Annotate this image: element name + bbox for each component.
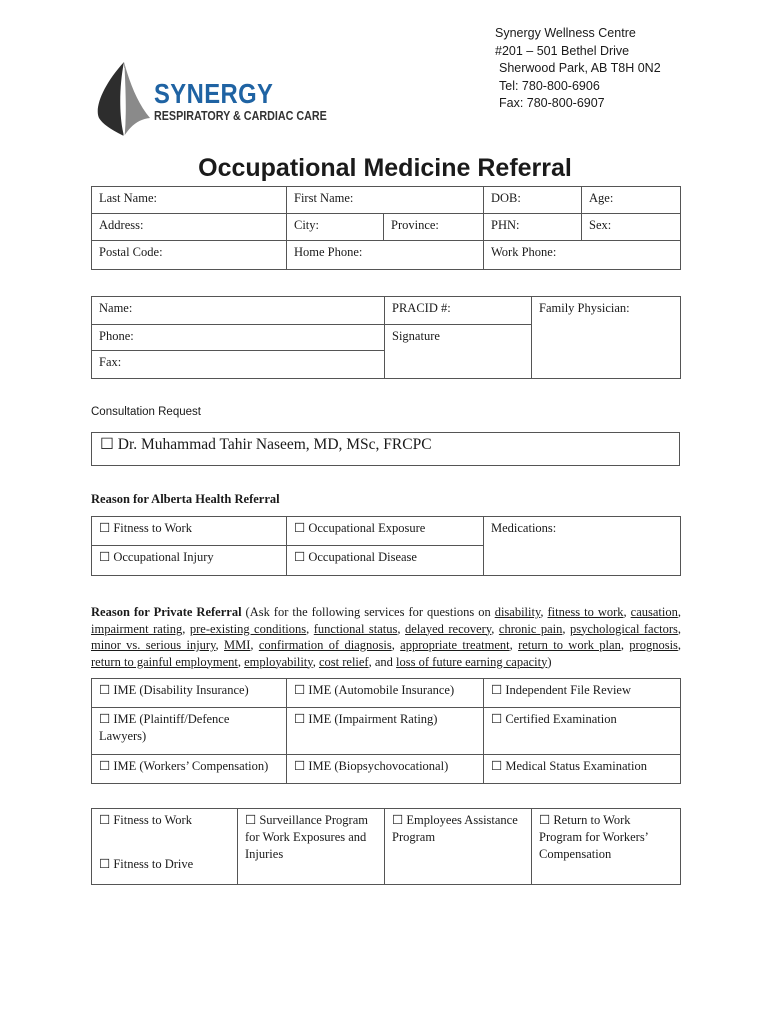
- programs-table: [91, 808, 681, 885]
- ah-occupational-exposure-checkbox[interactable]: ☐ Occupational Exposure: [287, 517, 484, 546]
- service-item: disability: [494, 605, 541, 619]
- service-item: return to gainful employment: [91, 654, 238, 669]
- doctor-checkbox[interactable]: ☐ Dr. Muhammad Tahir Naseem, MD, MSc, FRCPC: [92, 433, 680, 466]
- clinic-city: Sherwood Park, AB T8H 0N2: [499, 61, 661, 75]
- last-name-field[interactable]: Last Name:: [92, 187, 287, 214]
- ime-workers-checkbox[interactable]: ☐ IME (Workers’ Compensation): [92, 755, 287, 784]
- signature-field[interactable]: Signature: [385, 325, 532, 379]
- first-name-field[interactable]: First Name:: [287, 187, 484, 214]
- service-item: confirmation of diagnosis: [258, 638, 392, 652]
- service-item: loss of future earning capacity: [396, 654, 548, 669]
- city-field[interactable]: City:: [287, 214, 384, 241]
- ime-table: [91, 678, 681, 784]
- dob-field[interactable]: DOB:: [484, 187, 582, 214]
- service-item: cost relief: [318, 654, 369, 669]
- alberta-table: [91, 516, 681, 576]
- service-item: appropriate treatment: [400, 638, 510, 652]
- service-item: fitness to work: [547, 605, 624, 619]
- private-referral-text: [91, 604, 681, 670]
- ime-plaintiff-checkbox[interactable]: ☐ IME (Plaintiff/Defence Lawyers): [92, 708, 287, 755]
- prog-fitness-to-drive-checkbox[interactable]: ☐ Fitness to Drive: [99, 857, 194, 871]
- work-phone-field[interactable]: Work Phone:: [484, 241, 681, 270]
- service-item: causation: [630, 605, 678, 619]
- employees-assistance-checkbox[interactable]: ☐ Employees Assistance Program: [385, 809, 532, 885]
- service-list: disability, fitness to work, causation, impairment rating, pre-existing conditions, functional status, delayed recovery, chronic pain, psychological factors, minor vs. serious injury, MMI, confirmation of diagnosis, appropriate treatment, return to work plan, prognosis, return to gainful employment, employability, cost relief, and loss of future earning capacity: [91, 605, 682, 669]
- ime-impairment-checkbox[interactable]: ☐ IME (Impairment Rating): [287, 708, 484, 755]
- fitness-cell: [92, 809, 238, 885]
- service-item: chronic pain: [498, 621, 563, 636]
- service-item: prognosis: [629, 638, 678, 652]
- referrer-phone-field[interactable]: Phone:: [92, 325, 385, 351]
- service-item: pre-existing conditions: [189, 621, 307, 636]
- ime-disability-checkbox[interactable]: ☐ IME (Disability Insurance): [92, 679, 287, 708]
- sex-field[interactable]: Sex:: [582, 214, 681, 241]
- service-item: delayed recovery: [405, 621, 492, 636]
- province-field[interactable]: Province:: [384, 214, 484, 241]
- return-to-work-checkbox[interactable]: ☐ Return to Work Program for Workers’ Compensation: [532, 809, 681, 885]
- certified-exam-checkbox[interactable]: ☐ Certified Examination: [484, 708, 681, 755]
- sail-logo-icon: [94, 62, 154, 136]
- prog-fitness-to-work-checkbox[interactable]: ☐ Fitness to Work: [99, 813, 192, 827]
- private-heading: Reason for Private Referral: [91, 605, 242, 619]
- clinic-name: Synergy Wellness Centre: [495, 26, 636, 40]
- clinic-street: #201 – 501 Bethel Drive: [495, 43, 630, 58]
- service-item: MMI: [224, 638, 251, 652]
- medical-status-checkbox[interactable]: ☐ Medical Status Examination: [484, 755, 681, 784]
- ah-occupational-injury-checkbox[interactable]: ☐ Occupational Injury: [92, 546, 287, 576]
- home-phone-field[interactable]: Home Phone:: [287, 241, 484, 270]
- consultation-label: Consultation Request: [91, 406, 201, 418]
- family-physician-field[interactable]: Family Physician:: [532, 297, 681, 379]
- address-field[interactable]: Address:: [92, 214, 287, 241]
- ah-fitness-to-work-checkbox[interactable]: ☐ Fitness to Work: [92, 517, 287, 546]
- medications-field[interactable]: Medications:: [484, 517, 681, 576]
- ime-biopsycho-checkbox[interactable]: ☐ IME (Biopsychovocational): [287, 755, 484, 784]
- service-item: psychological factors: [569, 621, 678, 636]
- clinic-tel: Tel: 780-800-6906: [499, 78, 600, 93]
- private-intro: (Ask for the following services for questions on: [241, 605, 495, 619]
- service-item: return to work plan: [518, 638, 621, 652]
- age-field[interactable]: Age:: [582, 187, 681, 214]
- logo-tagline: RESPIRATORY & CARDIAC CARE: [154, 109, 327, 123]
- pracid-field[interactable]: PRACID #:: [385, 297, 532, 325]
- patient-info-table: [91, 186, 681, 270]
- service-item: employability: [244, 654, 313, 669]
- phn-field[interactable]: PHN:: [484, 214, 582, 241]
- service-item: impairment rating: [91, 621, 183, 636]
- ah-occupational-disease-checkbox[interactable]: ☐ Occupational Disease: [287, 546, 484, 576]
- consultation-table: [91, 432, 680, 466]
- referrer-name-field[interactable]: Name:: [92, 297, 385, 325]
- private-end: ): [547, 654, 552, 669]
- referrer-fax-field[interactable]: Fax:: [92, 351, 385, 379]
- surveillance-program-checkbox[interactable]: ☐ Surveillance Program for Work Exposures and Injuries: [238, 809, 385, 885]
- synergy-logo: [94, 62, 327, 136]
- file-review-checkbox[interactable]: ☐ Independent File Review: [484, 679, 681, 708]
- clinic-fax: Fax: 780-800-6907: [499, 96, 605, 110]
- logo-brand: SYNERGY: [154, 78, 274, 109]
- service-item: minor vs. serious injury: [91, 638, 216, 652]
- referrer-table: [91, 296, 681, 379]
- service-item: functional status: [313, 621, 398, 636]
- ime-automobile-checkbox[interactable]: ☐ IME (Automobile Insurance): [287, 679, 484, 708]
- postal-code-field[interactable]: Postal Code:: [92, 241, 287, 270]
- form-title: Occupational Medicine Referral: [198, 154, 572, 182]
- alberta-heading: Reason for Alberta Health Referral: [91, 492, 280, 506]
- clinic-address: [495, 25, 661, 113]
